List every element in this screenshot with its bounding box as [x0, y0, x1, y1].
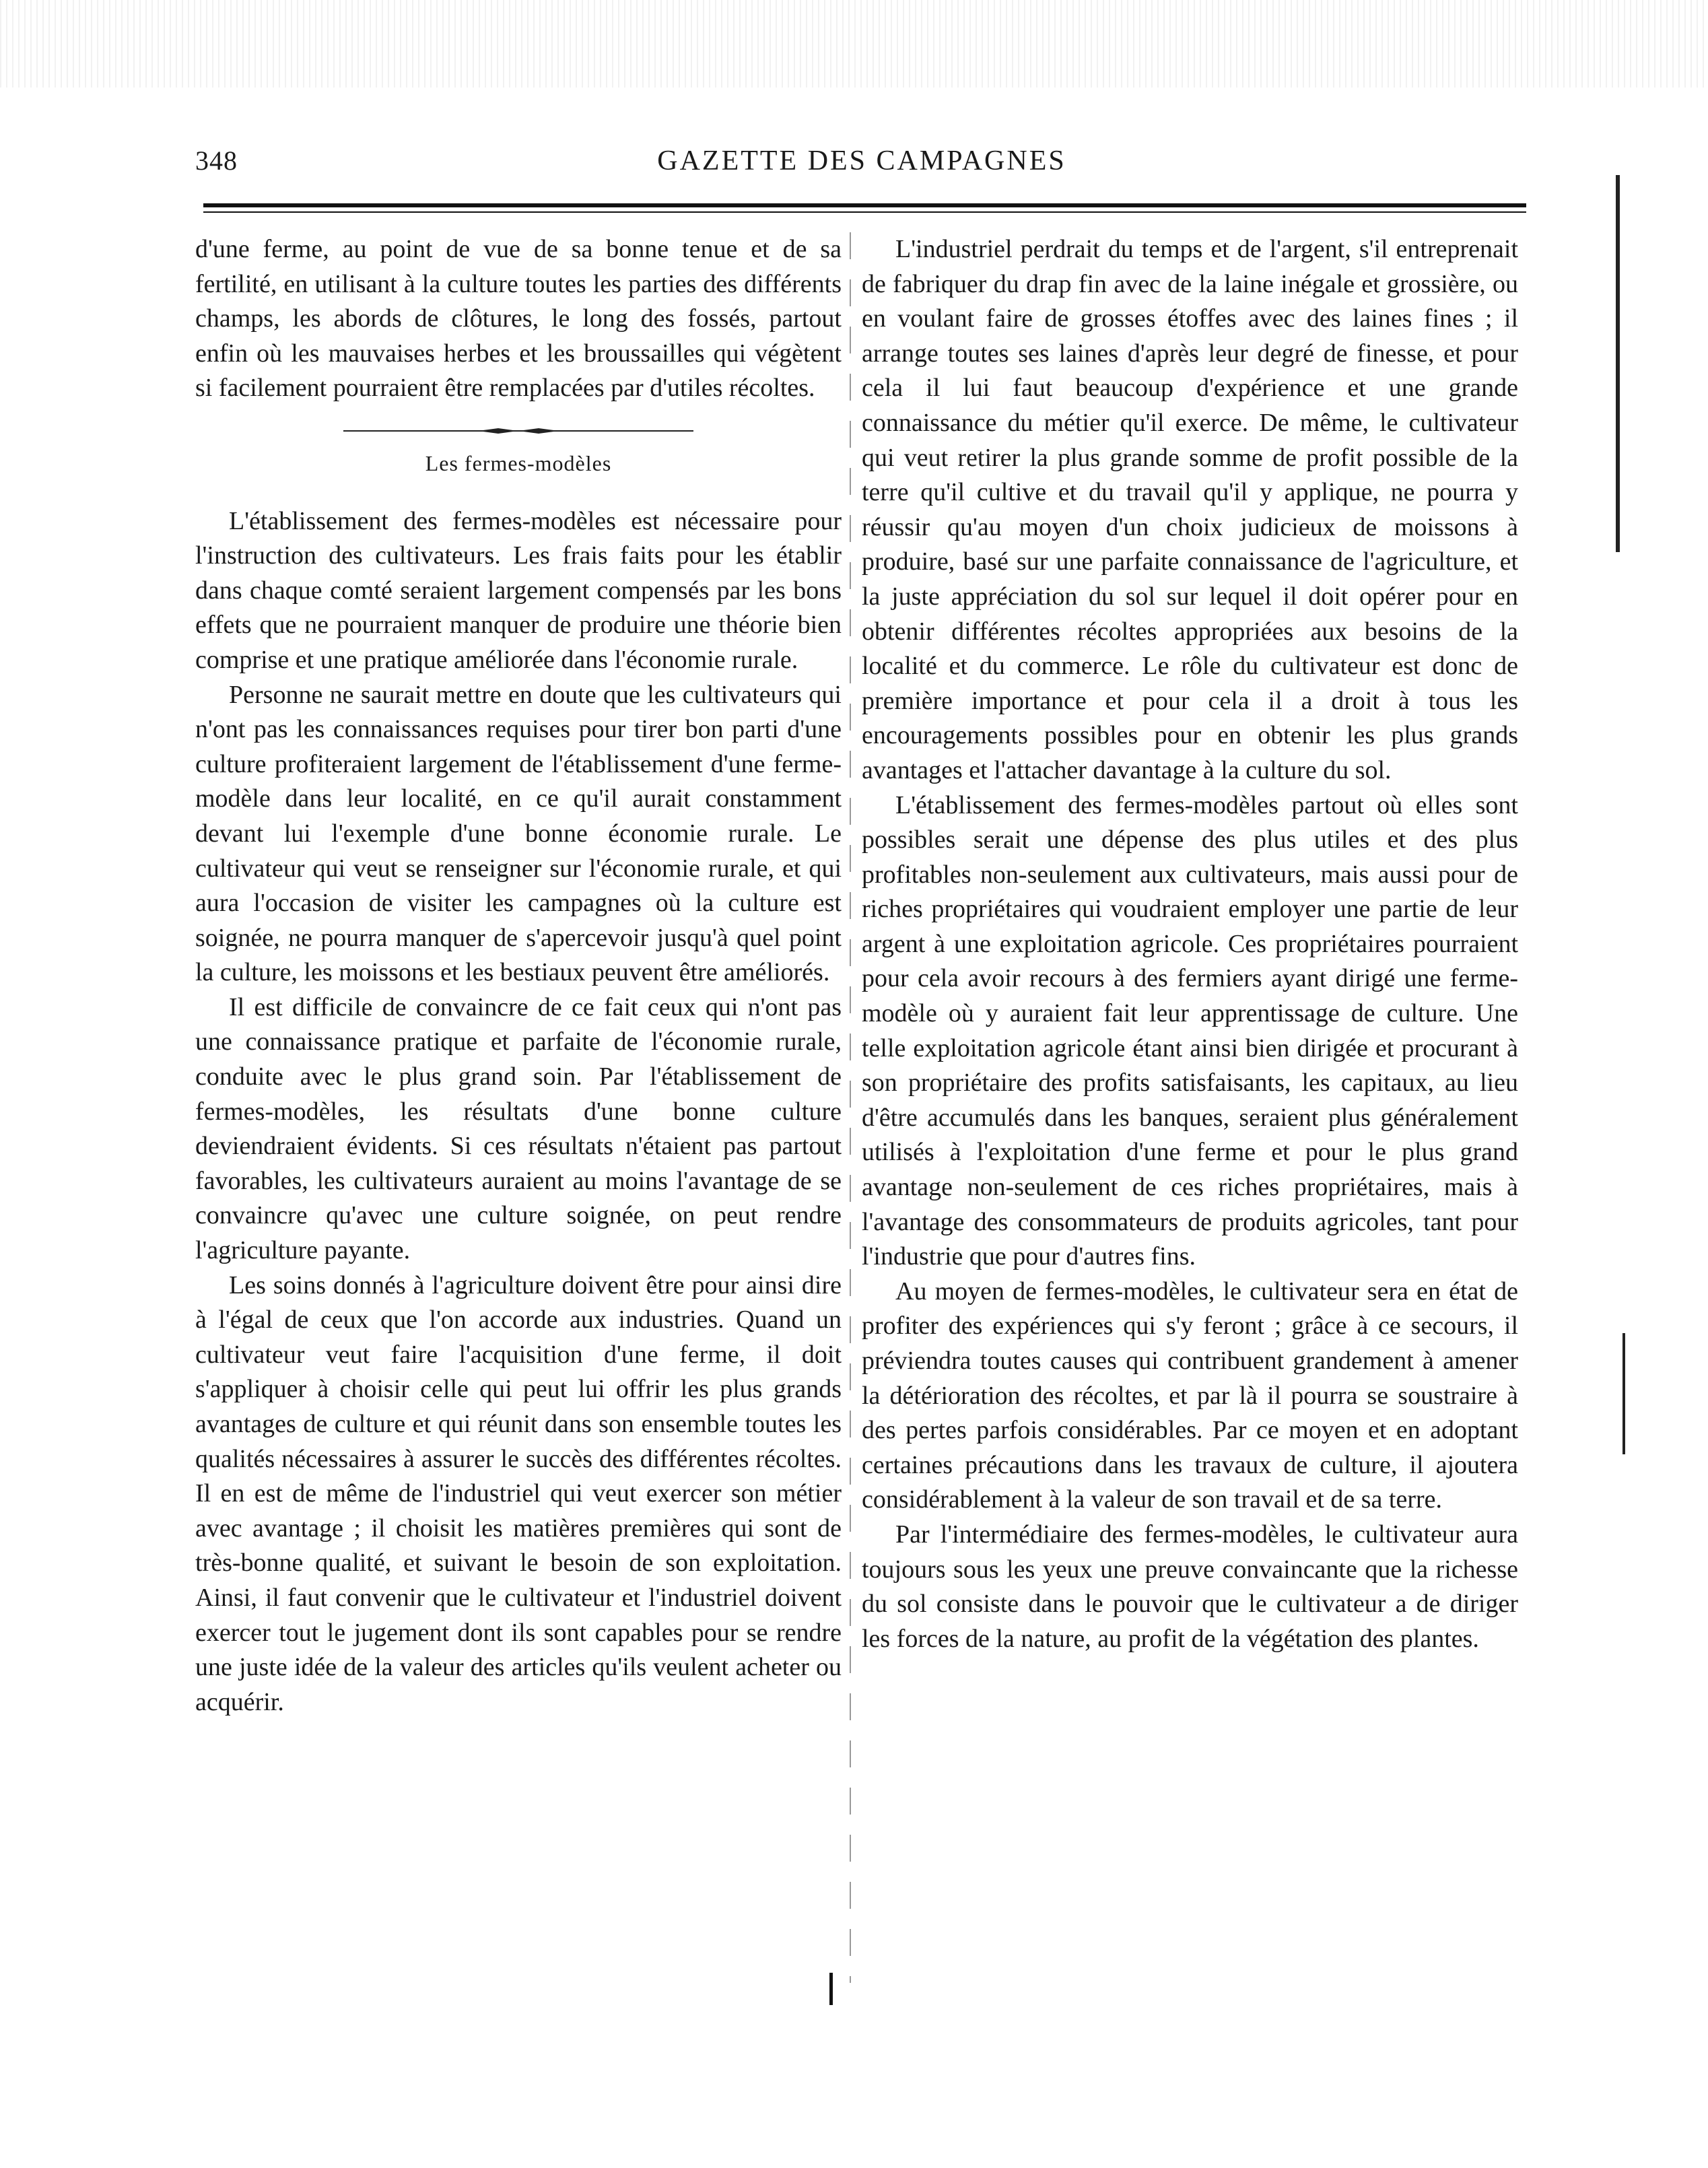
left-paragraph-4: Il est difficile de convaincre de ce fait ceux qui n'ont pas une connaissance pratique et parfaite de l'économie rurale, conduite avec le plus grand soin. Par l'établissement de fermes-modèles, les résultats d'une bonne culture deviendraient évidents. Si ces résultats n'étaient pas partout favorables, les cultivateurs auraient au moins l'avantage de se convaincre qu'avec une culture soignée, on peut rendre l'agriculture payante. [195, 992, 842, 1265]
right-paragraph-2: L'établissement des fermes-modèles partout où elles sont possibles serait une dépense des plus utiles et des plus profitables non-seulement aux cultivateurs, mais aussi pour de riches propriétaires qui voudraient employer une partie de leur argent à une exploitation agricole. Ces propriétaires pourraient pour cela avoir recours à des fermiers ayant dirigé une ferme-modèle où y auraient fait leur apprentissage de culture. Une telle exploitation agricole étant ainsi bien dirigée et procurant à son propriétaire des profits satisfaisants, les capitaux, au lieu d'être accumulés dans les banques, seraient plus généralement utilisés à l'exploitation d'une ferme et pour le plus grand avantage non-seulement de ces riches propriétaires, mais à l'avantage des consommateurs de produits agricoles, tant pour l'industrie que pour d'autres fins. [862, 790, 1518, 1271]
page-number: 348 [195, 145, 238, 176]
header-rule-thin [203, 211, 1526, 213]
section-title: Les fermes-modèles [425, 450, 612, 475]
left-paragraph-5: Les soins donnés à l'agriculture doivent être pour ainsi dire à l'égal de ceux que l'on accorde aux industries. Quand un cultivateur veut faire l'acquisition d'une ferme, il doit s'appliquer à choisir celle qui peut lui offrir les plus grands avantages de culture et qui réunit dans son ensemble toutes les qualités nécessaires à assurer le succès des différentes récoltes. Il en est de même de l'industriel qui veut exercer son métier avec avantage ; il choisit les matières premières qui sont de très-bonne qualité, et suivant le besoin de son exploitation. Ainsi, il faut convenir que le cultivateur et l'industriel doivent exercer tout le jugement dont ils sont capables pour se rendre une juste idée de la valeur des articles qu'ils veulent acheter ou acquérir. [195, 1271, 842, 1716]
gutter-tick [829, 1973, 833, 2005]
page-header [195, 138, 1528, 185]
right-column [862, 232, 1518, 1656]
right-paragraph-4: Par l'intermédiaire des fermes-modèles, le cultivateur aura toujours sous les yeux une preuve convaincante que la richesse du sol consiste dans le pouvoir que le cultivateur a de diriger les forces de la nature, au profit de la végétation des plantes. [862, 1520, 1518, 1653]
right-paragraph-1: L'industriel perdrait du temps et de l'argent, s'il entreprenait de fabriquer du drap fin avec de la laine inégale et grossière, ou en voulant faire de grosses étoffes avec des laines fines ; il arrange toutes ses laines d'après leur degré de finesse, et pour cela il lui faut beaucoup d'expérience et une grande connaissance du métier qu'il exerce. De même, le cultivateur qui veut retirer la plus grande somme de profit possible de la terre qu'il cultive et du travail qu'il y applique, ne pourra y réussir qu'au moyen d'un choix judicieux de moissons à produire, basé sur une parfaite connaissance de l'agriculture, et la juste appréciation du sol sur lequel il doit opérer pour en obtenir différentes récoltes appropriées aux besoins de la localité et du commerce. Le rôle du cultivateur est donc de première importance et pour cela il a droit à tous les encouragements possibles pour en obtenir les plus grands avantages et l'attacher davantage à la culture du sol. [862, 235, 1518, 784]
margin-binding-mark [1616, 175, 1620, 552]
right-paragraph-3: Au moyen de fermes-modèles, le cultivateur sera en état de profiter des expériences qui s'y feront ; grâce à ce secours, il préviendra toutes causes qui contribuent grandement à amener la détérioration des récoltes, et par là il pourra se soustraire à des pertes parfois considérables. Par ce moyen et en adoptant certaines précautions dans les travaux de culture, il ajoutera considérablement à la valeur de son travail et de sa terre. [862, 1277, 1518, 1514]
left-paragraph-2: L'établissement des fermes-modèles est nécessaire pour l'instruction des cultivateurs. Les frais faits pour les établir dans chaque comté seraient largement compensés par les bons effets que ne pourraient manquer de produire une théorie bien comprise et une pratique améliorée dans l'économie rurale. [195, 506, 842, 674]
left-paragraph-1: d'une ferme, au point de vue de sa bonne tenue et de sa fertilité, en utilisant à la culture toutes les parties des différents champs, les abords de clôtures, le long des fossés, partout enfin où les mauvaises herbes et les broussailles qui végètent si facilement pourraient être remplacées par d'utiles récoltes. [195, 235, 842, 403]
scan-noise [0, 0, 1708, 88]
left-paragraph-3: Personne ne saurait mettre en doute que les cultivateurs qui n'ont pas les connaissances requises pour tirer bon parti d'une culture profiteraient largement de l'établissement d'une ferme-modèle dans leur localité, en ce qu'il aurait constamment devant lui l'exemple d'une bonne économie rurale. Le cultivateur qui veut se renseigner sur l'économie rurale, et qui aura l'occasion de visiter les campagnes où la culture est soignée, ne pourra manquer de s'apercevoir jusqu'à quel point la culture, les moissons et les bestiaux peuvent être améliorés. [195, 680, 842, 987]
section-ornament [343, 426, 693, 436]
left-column [195, 232, 842, 1720]
margin-binding-mark [1622, 1333, 1625, 1454]
column-divider [850, 232, 851, 1983]
header-rule-thick [203, 203, 1526, 207]
running-head: GAZETTE DES CAMPAGNES [657, 145, 1066, 176]
